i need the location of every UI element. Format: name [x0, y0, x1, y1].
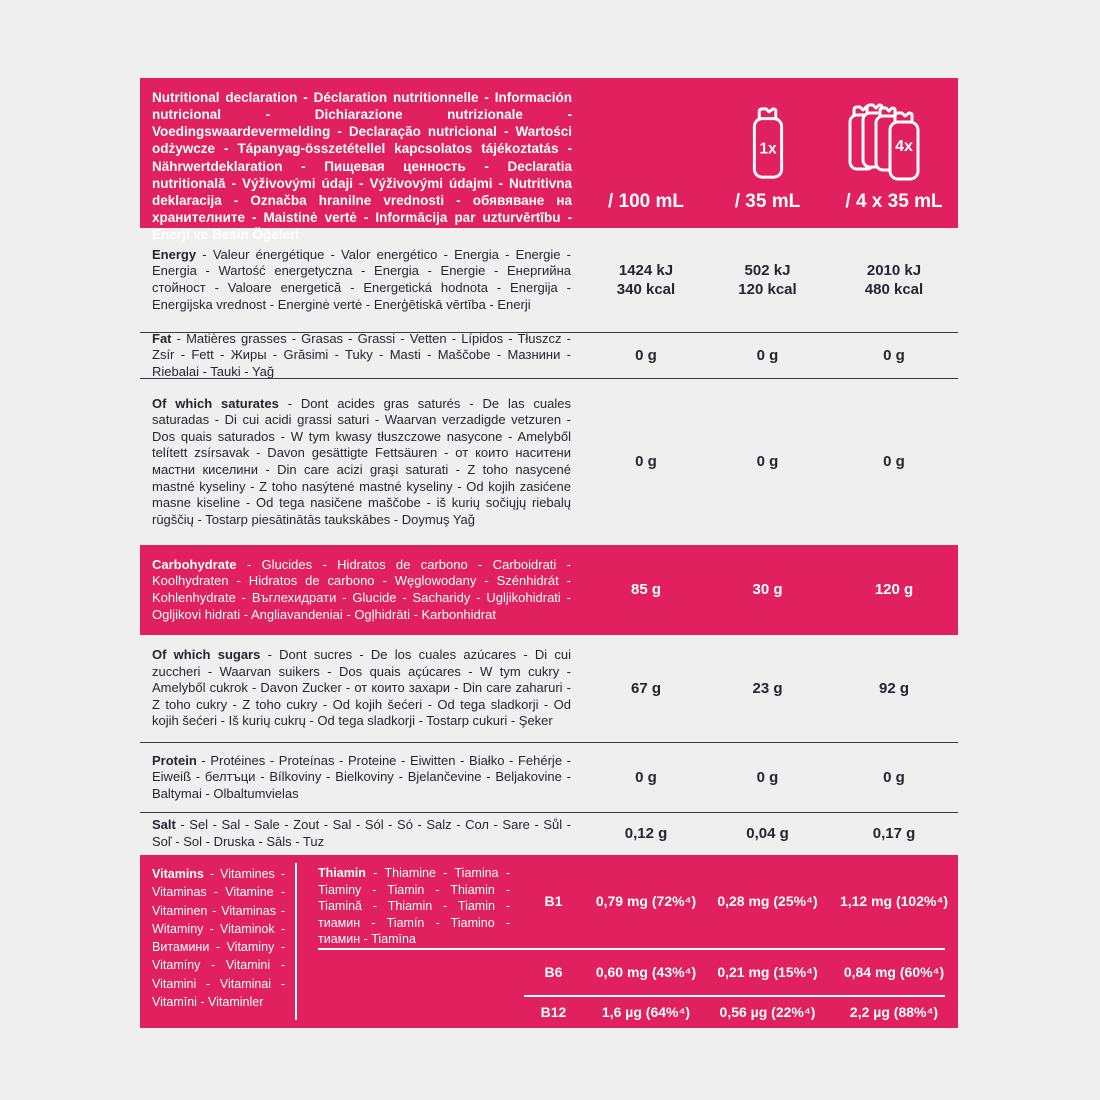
energy-label [140, 228, 587, 332]
fat-per-35ml-value: 0 g [756, 346, 779, 364]
column-header-per-35ml [705, 78, 830, 228]
column-header-per-4x35ml [830, 78, 958, 228]
per-100ml-label: / 100 mL [607, 191, 685, 213]
vitamins-label [140, 863, 297, 1020]
thiamin-translations: - Thiamine - Tiamina - Tiaminy - Tiamin - Thiamin - Tiamină - Thiamin - Tiamin - тиамин - Tiamín - Tiamino - тиамин - Tiamīna [318, 866, 510, 946]
fat-translations: - Matières grasses - Grasas - Grassi - Vetten - Lípidos - Tłuszcz - Zsír - Fett - Жиры - Grăsimi - Tuky - Masti - Maščobe - Мазнини - Riebalai - Tauki - Yağ [152, 330, 571, 379]
fat-per-4x35ml-value: 0 g [883, 346, 905, 364]
vitamin-b12-row [297, 997, 958, 1029]
vitamin-b1-code: B1 [544, 893, 563, 910]
fat-term: Fat [152, 330, 172, 346]
row-saturates [140, 378, 958, 545]
sugars-per-35ml-value: 23 g [752, 679, 783, 697]
salt-label [140, 813, 587, 855]
salt-term: Salt [152, 817, 176, 833]
carbohydrate-per-4x35ml-value: 120 g [874, 581, 914, 599]
energy-per-35ml-value: 502 kJ 120 kcal [738, 261, 797, 298]
row-protein [140, 742, 958, 812]
carbohydrate-per-35ml-value: 30 g [752, 581, 783, 599]
saturates-term: Of which saturates [152, 395, 279, 411]
gel-sachet-1x-icon [745, 105, 791, 181]
per-4x35ml-label: / 4 x 35 mL [845, 191, 943, 213]
sugars-label [140, 635, 587, 742]
b6-per-35ml-value: 0,21 mg (15%⁴) [717, 963, 818, 980]
b1-per-100ml-value: 0,79 mg (72%⁴) [595, 893, 697, 910]
vitamin-b6-code: B6 [544, 964, 563, 980]
energy-term: Energy [152, 246, 197, 262]
saturates-per-35ml-value: 0 g [756, 453, 779, 471]
nutrition-declaration-table [140, 78, 958, 1028]
fat-per-100ml-value: 0 g [635, 346, 657, 364]
gel-1x-count-label: 1x [758, 141, 777, 159]
table-header-row [140, 78, 958, 243]
gel-4x-count-label: 4x [895, 138, 913, 156]
salt-translations: - Sel - Sal - Sale - Zout - Sal - Sól - Só - Salz - Сол - Sare - Sůl - Soľ - Sol - Druska - Sāls - Tuz [152, 817, 571, 849]
saturates-per-100ml-value: 0 g [635, 453, 657, 471]
saturates-label [140, 379, 587, 545]
saturates-translations: - Dont acides gras saturés - De las cuales saturadas - Di cui acidi grassi saturi - Waarvan verzadigde vetzuren - Dos quais saturados - W tym kwasy tłuszczowe nasycone - Amelyből telített zsírsavak - Davon gesättigte Fettsäuren - от които наситени мастни киселини - Din care acizi graşi saturati - Z toho nasycené mastné kyseliny - Z toho nasýtené mastné kyseliny - Od kojih zasićene masne kiseline - Od tega nasičene maščobe - iš kurių sočiųjų riebalų rūgščių - Tostarp piesātinātās taukskābes - Doymuş Yağ [152, 395, 572, 527]
b12-per-35ml-value: 0,56 µg (22%⁴) [719, 1004, 816, 1021]
energy-per-100ml-value: 1424 kJ 340 kcal [616, 261, 676, 298]
row-energy [140, 228, 958, 332]
row-salt [140, 812, 958, 855]
protein-per-4x35ml-value: 0 g [883, 768, 905, 786]
fat-label [140, 330, 587, 379]
table-title: Nutritional declaration - Déclaration nutritionnelle - Información nutricional - Dichiarazione nutrizionale - Voedingswaardevermelding - Declaração nutricional - Wartości odżywcze - Tápanyag-összetétellel kapcsolatos tájékoztatás - Nährwertdeklaration - Пищевая ценность - Declaratia nutritională - Výživovými údaji - Výživovými údajmi - Nutritivna deklaracija - Označba hranilne vrednosti - обявяване на хранителните - Maistinė vertė - Informācija par uzturvērtību - Enerji ve Besin Öğeleri [152, 90, 572, 243]
saturates-per-4x35ml-value: 0 g [883, 453, 905, 471]
row-sugars [140, 635, 958, 742]
carbohydrate-per-100ml-value: 85 g [630, 581, 661, 599]
sugars-translations: - Dont sucres - De los cuales azúcares - Di cui zuccheri - Waarvan suikers - Dos quais açúcares - W tym cukry - Amelyből cukrok - Davon Zucker - от които захари - Din care zaharuri - Z toho cukry - Z toho cukry - Od kojih šećeri - Od tega sladkorji - Od kojih šećeri - Iš kurių cukrų - Od tega sladkorji - Tostarp cukuri - Şeker [152, 646, 571, 729]
vitamins-term: Vitamins [152, 867, 204, 881]
b12-per-4x35ml-value: 2,2 µg (88%⁴) [849, 1004, 939, 1021]
protein-per-35ml-value: 0 g [756, 768, 779, 786]
b12-per-100ml-value: 1,6 µg (64%⁴) [601, 1004, 691, 1021]
protein-term: Protein [152, 752, 197, 768]
gel-sachet-4x-icon [843, 101, 945, 181]
vitamin-b6-row [297, 950, 958, 995]
b6-per-4x35ml-value: 0,84 mg (60%⁴) [843, 963, 945, 980]
row-fat [140, 332, 958, 378]
energy-translations: - Valeur énergétique - Valor energético - Energia - Energie - Energia - Wartość energetyczna - Energia - Energie - Енергийна стойност - Valoare energetică - Energetická hodnota - Energija - Energijska vrednost - Energinė vertė - Enerģētiskā vērtība - Enerji [152, 246, 571, 312]
salt-per-100ml-value: 0,12 g [624, 825, 668, 843]
vitamins-translations: - Vitamines - Vitaminas - Vitamine - Vitaminen - Vitaminas - Witaminy - Vitaminok - Витамини - Vitaminy - Vitamíny - Vitamini - Vitamini - Vitaminai - Vitamīni - Vitaminler [152, 867, 285, 1009]
protein-label [140, 743, 587, 812]
row-vitamins [140, 855, 958, 1028]
protein-per-100ml-value: 0 g [635, 768, 657, 786]
vitamins-values-area [297, 855, 958, 1028]
thiamin-term: Thiamin [318, 866, 366, 880]
sugars-per-100ml-value: 67 g [630, 679, 661, 697]
carbohydrate-label [140, 545, 587, 635]
thiamin-label [297, 865, 520, 948]
salt-per-4x35ml-value: 0,17 g [872, 825, 916, 843]
b6-per-100ml-value: 0,60 mg (43%⁴) [595, 963, 697, 980]
carbohydrate-term: Carbohydrate [152, 556, 237, 572]
vitamin-b12-code: B12 [540, 1004, 567, 1021]
sugars-per-4x35ml-value: 92 g [878, 679, 909, 697]
vitamin-b1-row [297, 855, 958, 948]
protein-translations: - Protéines - Proteínas - Proteine - Eiwitten - Białko - Fehérje - Eiweiß - белтъци - Bílkoviny - Bielkoviny - Bjelančevine - Beljakovine - Baltymai - Olbaltumvielas [152, 752, 571, 801]
b1-per-4x35ml-value: 1,12 mg (102%⁴) [839, 893, 949, 910]
row-carbohydrate [140, 545, 958, 635]
column-header-per-100ml [587, 78, 705, 228]
salt-per-35ml-value: 0,04 g [746, 825, 789, 843]
energy-per-4x35ml-value: 2010 kJ 480 kcal [864, 261, 924, 298]
b1-per-35ml-value: 0,28 mg (25%⁴) [717, 893, 818, 910]
per-35ml-label: / 35 mL [734, 191, 801, 213]
sugars-term: Of which sugars [152, 646, 261, 662]
carbohydrate-translations: - Glucides - Hidratos de carbono - Carboidrati - Koolhydraten - Hidratos de carbono - Węglowodany - Szénhidrát - Kohlenhydrate - Въглехидрати - Glucide - Sacharidy - Ugljikohidrati - Ogljikovi hidrati - Angliavandeniai - Ogļhidrāti - Karbonhidrat [152, 556, 571, 622]
